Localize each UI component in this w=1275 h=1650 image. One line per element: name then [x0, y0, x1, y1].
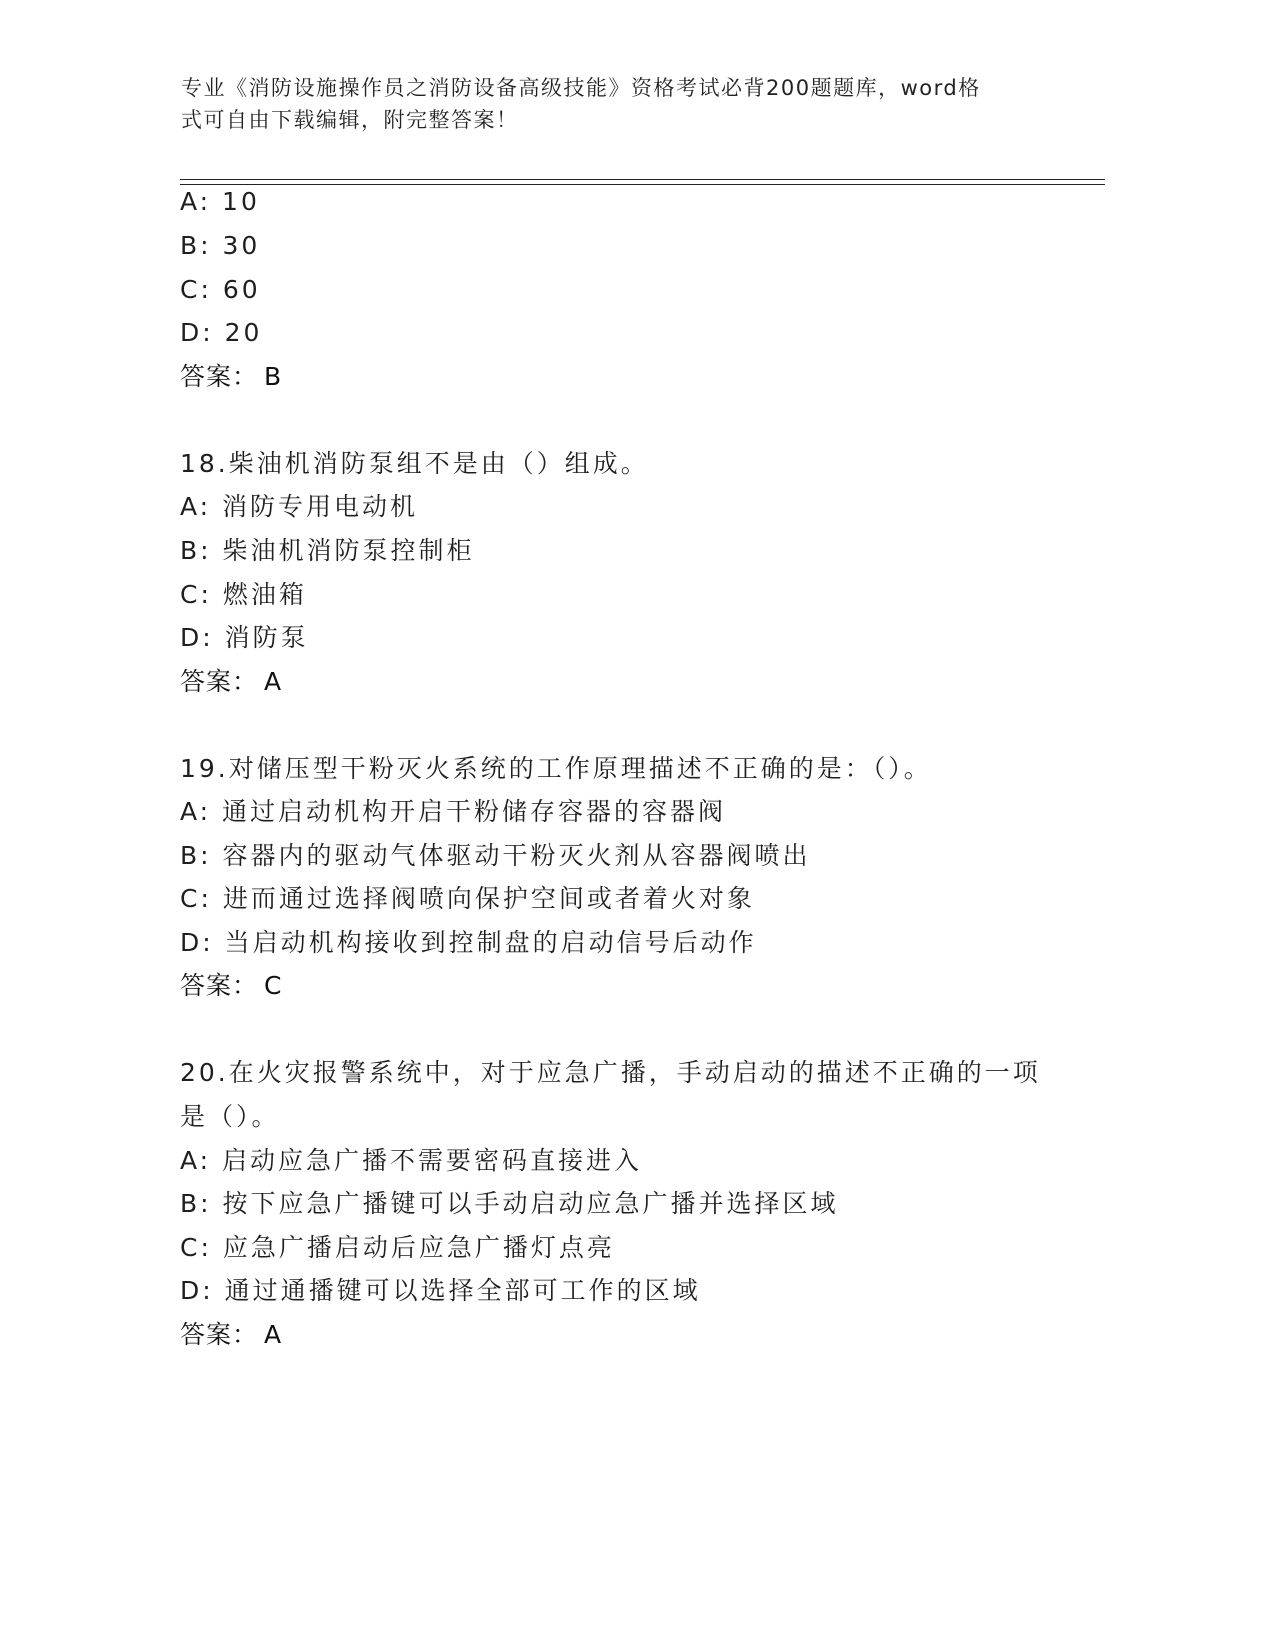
q20-option-a: A: 启动应急广播不需要密码直接进入	[180, 1146, 643, 1175]
q18-answer	[180, 667, 282, 697]
answer-value: A	[264, 1320, 283, 1349]
q17-option-b: B: 30	[180, 231, 261, 260]
q17-option-c: C: 60	[180, 275, 261, 304]
q17-answer	[180, 362, 282, 392]
q20-question-line-1: 20.在火灾报警系统中，对于应急广播，手动启动的描述不正确的一项	[180, 1058, 1041, 1087]
q18-option-b: B: 柴油机消防泵控制柜	[180, 536, 475, 565]
q17-option-a: A: 10	[180, 187, 260, 216]
header-line-1: 专业《消防设施操作员之消防设备高级技能》资格考试必背200题题库，word格	[181, 76, 981, 100]
q19-question: 19.对储压型干粉灭火系统的工作原理描述不正确的是：（）。	[180, 754, 932, 783]
q19-option-c: C: 进而通过选择阀喷向保护空间或者着火对象	[180, 884, 755, 913]
answer-value: B	[264, 362, 283, 391]
q19-answer	[180, 971, 282, 1001]
header-divider	[180, 179, 1105, 185]
q19-option-d: D: 当启动机构接收到控制盘的启动信号后动作	[180, 928, 757, 957]
q20-question-line-2: 是（）。	[180, 1102, 280, 1131]
answer-label: 答案：	[180, 362, 259, 391]
answer-label: 答案：	[180, 971, 259, 1000]
q19-option-b: B: 容器内的驱动气体驱动干粉灭火剂从容器阀喷出	[180, 841, 811, 870]
q18-option-a: A: 消防专用电动机	[180, 492, 419, 521]
q20-option-b: B: 按下应急广播键可以手动启动应急广播并选择区域	[180, 1189, 839, 1218]
q20-option-c: C: 应急广播启动后应急广播灯点亮	[180, 1233, 615, 1262]
q18-option-d: D: 消防泵	[180, 623, 309, 652]
answer-value: A	[264, 667, 283, 696]
q18-question: 18.柴油机消防泵组不是由（）组成。	[180, 449, 649, 478]
q17-option-d: D: 20	[180, 318, 263, 347]
q19-option-a: A: 通过启动机构开启干粉储存容器的容器阀	[180, 797, 727, 826]
header-line-2: 式可自由下载编辑，附完整答案！	[181, 108, 519, 132]
answer-label: 答案：	[180, 1320, 259, 1349]
q20-answer	[180, 1320, 282, 1350]
document-header	[181, 72, 1041, 136]
answer-label: 答案：	[180, 667, 259, 696]
q18-option-c: C: 燃油箱	[180, 580, 307, 609]
answer-value: C	[264, 971, 283, 1000]
q20-option-d: D: 通过通播键可以选择全部可工作的区域	[180, 1276, 701, 1305]
